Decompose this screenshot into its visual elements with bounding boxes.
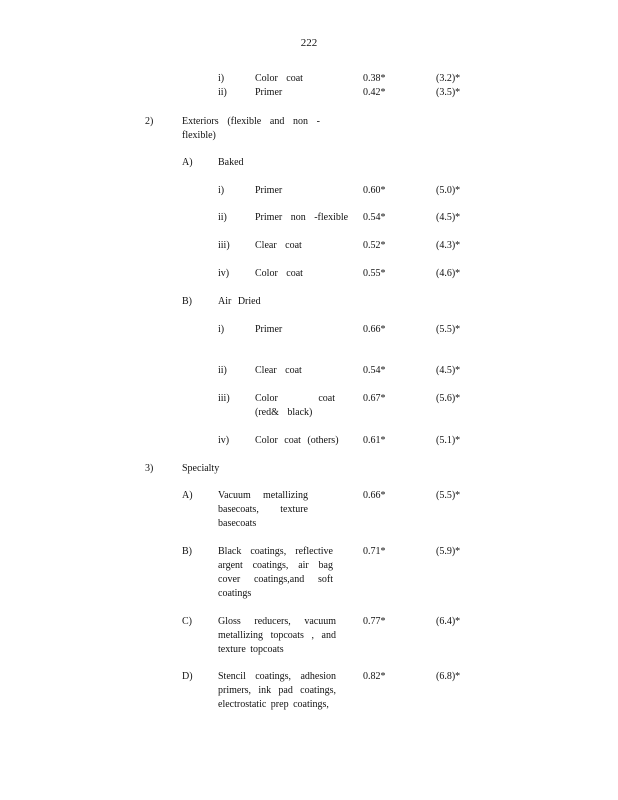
baked-item-1-label: Primer [255, 185, 283, 196]
section-2b-title: Air Dried [218, 296, 261, 307]
specialty-item-d-num: D) [182, 671, 193, 682]
section-3-title: Specialty [182, 463, 220, 474]
airdried-item-4-value: 0.61* [363, 435, 386, 446]
airdried-item-1-value: 0.66* [363, 324, 386, 335]
continued-item-2-label: Primer [255, 87, 283, 98]
baked-item-3-label: Clear coat [255, 240, 302, 251]
specialty-item-b-value: 0.71* [363, 546, 386, 557]
baked-item-2-num: ii) [218, 212, 227, 223]
specialty-item-d-value-alt: (6.8)* [436, 671, 461, 682]
baked-item-1-num: i) [218, 185, 225, 196]
section-2a-num: A) [182, 157, 193, 168]
specialty-item-a-value: 0.66* [363, 490, 386, 501]
specialty-item-b-value-alt: (5.9)* [436, 546, 461, 557]
specialty-item-d-label: Stencil coatings, adhesion primers, ink pad coatings, electrostatic prep coatings, [218, 671, 336, 710]
airdried-item-2-num: ii) [218, 365, 227, 376]
continued-item-1-value-alt: (3.2)* [436, 73, 461, 84]
airdried-item-2-value: 0.54* [363, 365, 386, 376]
section-3-num: 3) [145, 463, 154, 474]
specialty-item-c-value: 0.77* [363, 616, 386, 627]
airdried-item-4-value-alt: (5.1)* [436, 435, 461, 446]
baked-item-1-value: 0.60* [363, 185, 386, 196]
baked-item-4-value: 0.55* [363, 268, 386, 279]
airdried-item-3-value: 0.67* [363, 393, 386, 404]
airdried-item-4-label: Color coat (others) [255, 435, 339, 446]
section-2a-title: Baked [218, 157, 244, 168]
section-2-title: Exteriors (flexible and non - flexible) [182, 116, 320, 141]
baked-item-4-value-alt: (4.6)* [436, 268, 461, 279]
specialty-item-a-label: Vacuum metallizing basecoats, texture basecoats [218, 490, 308, 529]
specialty-item-c-label: Gloss reducers, vacuum metallizing topcoats , and texture topcoats [218, 616, 336, 655]
airdried-item-3-value-alt: (5.6)* [436, 393, 461, 404]
baked-item-3-num: iii) [218, 240, 230, 251]
airdried-item-3-num: iii) [218, 393, 230, 404]
baked-item-4-label: Color coat [255, 268, 303, 279]
specialty-item-b-num: B) [182, 546, 192, 557]
baked-item-3-value: 0.52* [363, 240, 386, 251]
airdried-item-1-label: Primer [255, 324, 283, 335]
specialty-item-d-value: 0.82* [363, 671, 386, 682]
continued-item-2-value: 0.42* [363, 87, 386, 98]
baked-item-1-value-alt: (5.0)* [436, 185, 461, 196]
specialty-item-c-num: C) [182, 616, 192, 627]
section-2-num: 2) [145, 116, 154, 127]
specialty-item-b-label: Black coatings, reflective argent coatings, air bag cover coatings,and soft coatings [218, 546, 333, 599]
airdried-item-1-num: i) [218, 324, 225, 335]
page-number: 222 [300, 37, 318, 49]
baked-item-2-value: 0.54* [363, 212, 386, 223]
section-2b-num: B) [182, 296, 192, 307]
airdried-item-2-value-alt: (4.5)* [436, 365, 461, 376]
continued-item-1-num: i) [218, 73, 225, 84]
airdried-item-4-num: iv) [218, 435, 230, 446]
airdried-item-1-value-alt: (5.5)* [436, 324, 461, 335]
continued-item-2-num: ii) [218, 87, 227, 98]
continued-item-1-label: Color coat [255, 73, 303, 84]
airdried-item-2-label: Clear coat [255, 365, 302, 376]
baked-item-3-value-alt: (4.3)* [436, 240, 461, 251]
continued-item-1-value: 0.38* [363, 73, 386, 84]
baked-item-4-num: iv) [218, 268, 230, 279]
baked-item-2-label: Primer non -flexible [255, 212, 349, 223]
specialty-item-a-value-alt: (5.5)* [436, 490, 461, 501]
specialty-item-c-value-alt: (6.4)* [436, 616, 461, 627]
airdried-item-3-label: Color coat (red& black) [255, 393, 335, 418]
continued-item-2-value-alt: (3.5)* [436, 87, 461, 98]
specialty-item-a-num: A) [182, 490, 193, 501]
baked-item-2-value-alt: (4.5)* [436, 212, 461, 223]
